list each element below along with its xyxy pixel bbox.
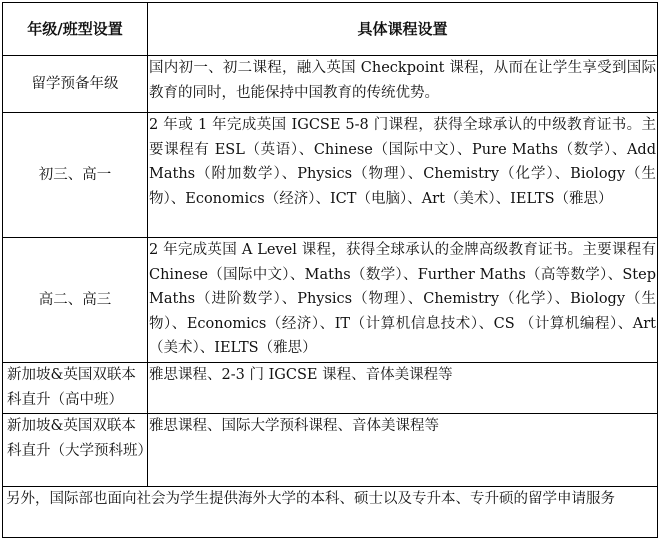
courses-cell: 雅思课程、2-3 门 IGCSE 课程、音体美课程等 bbox=[148, 363, 658, 414]
grade-cell: 新加坡&英国双联本科直升（高中班） bbox=[3, 363, 148, 414]
footer-row bbox=[3, 487, 658, 538]
grade-cell: 高二、高三 bbox=[3, 238, 148, 363]
course-settings-table bbox=[2, 2, 658, 538]
courses-cell: 国内初一、初二课程，融入英国 Checkpoint 课程，从而在让学生享受到国际教育的同时，也能保持中国教育的传统优势。 bbox=[148, 56, 658, 113]
table-header-row bbox=[3, 3, 658, 56]
courses-cell: 雅思课程、国际大学预科课程、音体美课程等 bbox=[148, 414, 658, 487]
courses-cell: 2 年或 1 年完成英国 IGCSE 5-8 门课程，获得全球承认的中级教育证书。主要课程有 ESL（英语）、Chinese（国际中文）、Pure Maths（数学）、Add Maths（附加数学）、Physics（物理）、Chemistry（化学）、Biology（生物）、Economics（经济）、ICT（电脑）、Art（美术）、IELTS（雅思） bbox=[148, 113, 658, 238]
header-course-setting: 具体课程设置 bbox=[148, 3, 658, 56]
table-row bbox=[3, 238, 658, 363]
grade-cell: 初三、高一 bbox=[3, 113, 148, 238]
footer-note: 另外，国际部也面向社会为学生提供海外大学的本科、硕士以及专升本、专升硕的留学申请服务 bbox=[3, 487, 658, 538]
table-row bbox=[3, 113, 658, 238]
table-row bbox=[3, 56, 658, 113]
table-row bbox=[3, 363, 658, 414]
courses-cell: 2 年完成英国 A Level 课程，获得全球承认的金牌高级教育证书。主要课程有 Chinese（国际中文）、Maths（数学）、Further Maths（高等数学）、Step Maths（进阶数学）、Physics（物理）、Chemistry（化学）、Biology（生物）、Economics（经济）、IT（计算机信息技术）、CS （计算机编程）、Art（美术）、IELTS（雅思） bbox=[148, 238, 658, 363]
grade-cell: 新加坡&英国双联本科直升（大学预科班） bbox=[3, 414, 148, 487]
table-row bbox=[3, 414, 658, 487]
grade-cell: 留学预备年级 bbox=[3, 56, 148, 113]
header-grade-setting: 年级/班型设置 bbox=[3, 3, 148, 56]
